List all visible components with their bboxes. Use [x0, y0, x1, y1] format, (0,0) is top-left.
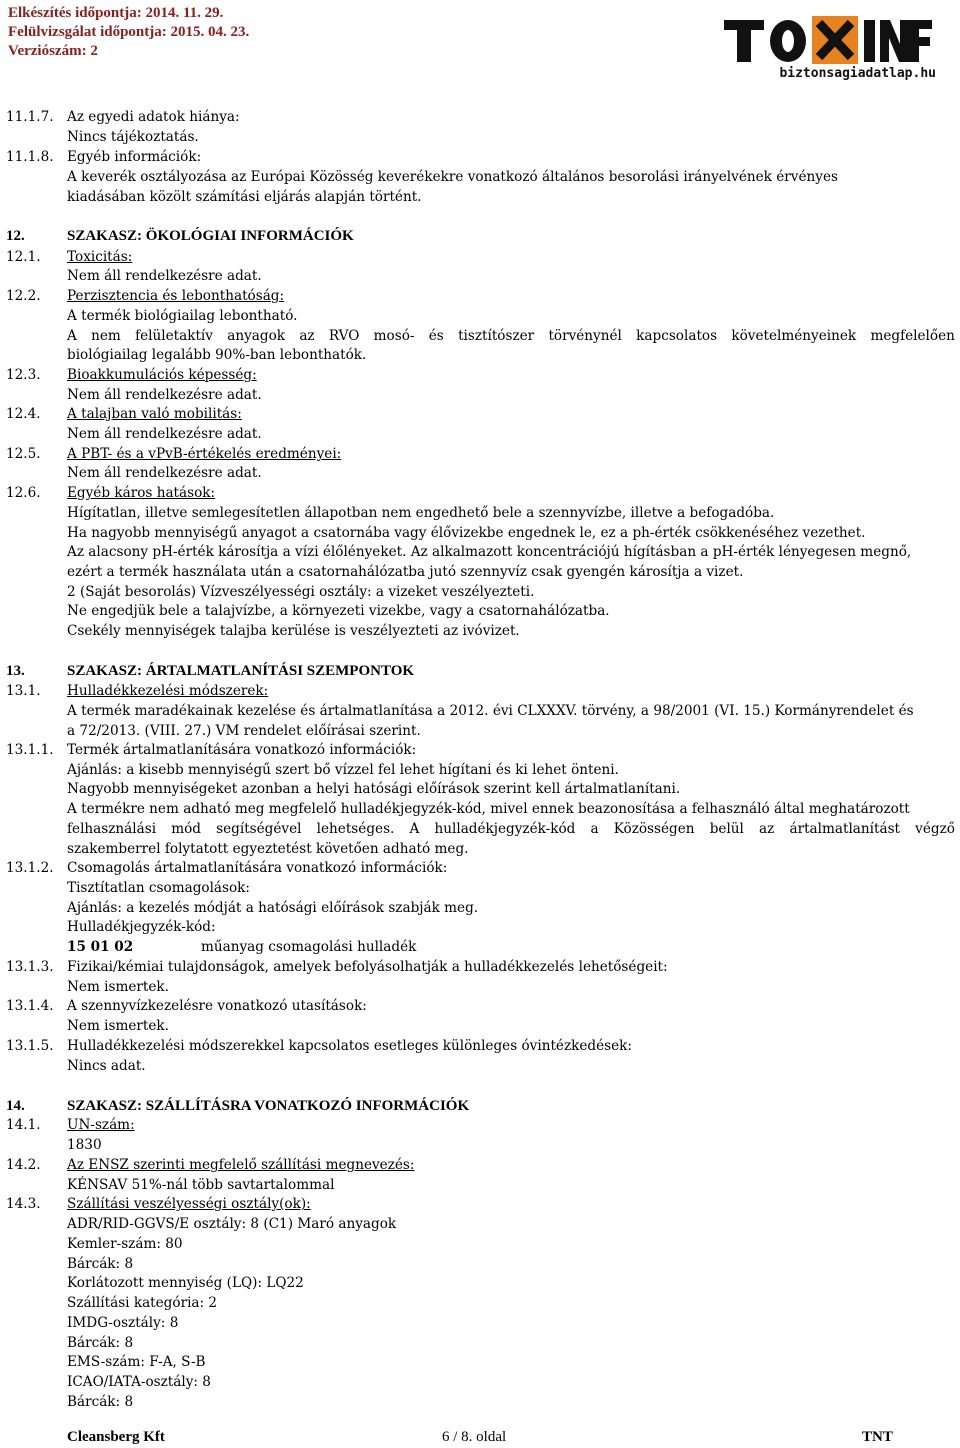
- footer-company: Cleansberg Kft: [67, 1429, 165, 1445]
- item-number: 14.1.: [6, 1117, 41, 1133]
- waste-code-description: műanyag csomagolási hulladék: [201, 939, 417, 955]
- item-title: Termék ártalmatlanítására vonatkozó információk:: [67, 742, 417, 758]
- item-value-row: [0, 167, 960, 187]
- item-value-row: [0, 601, 960, 621]
- item-13-1-5: [0, 1036, 960, 1056]
- item-value-row: [0, 424, 960, 444]
- item-value: a 72/2013. (VIII. 27.) VM rendelet előírásai szerint.: [67, 723, 421, 739]
- document-header: [8, 4, 249, 61]
- item-12-5: [0, 444, 960, 464]
- item-value: Nem ismertek.: [67, 1018, 169, 1034]
- item-number: 12.6.: [6, 485, 41, 501]
- item-value-row: [0, 1175, 960, 1195]
- word: RVO: [328, 328, 360, 344]
- item-value: Ajánlás: a kisebb mennyiségű szert bő vízzel fel lehet hígítani és ki lehet önteni.: [67, 762, 619, 778]
- item-title: Fizikai/kémiai tulajdonságok, amelyek befolyásolhatják a hulladékkezelés lehetőségeit:: [67, 959, 668, 975]
- item-title: A PBT- és a vPvB-értékelés eredményei:: [67, 446, 342, 462]
- word: ártalmatlanítást: [789, 821, 901, 837]
- item-number: 12.1.: [6, 249, 41, 265]
- word: A: [67, 328, 77, 344]
- item-title: Egyéb káros hatások:: [67, 485, 216, 501]
- version-number: Verziószám: 2: [8, 43, 98, 59]
- item-value: A keverék osztályozása az Európai Közösség keverékekre vonatkozó általános besorolási irányelvének érvényes: [67, 169, 838, 185]
- word: nem: [91, 328, 121, 344]
- item-value-row: [0, 562, 960, 582]
- item-value: Nem áll rendelkezésre adat.: [67, 465, 262, 481]
- item-number: 12.2.: [6, 288, 41, 304]
- item-value-row: [0, 701, 960, 721]
- item-12-3: [0, 365, 960, 385]
- word: lehetséges.: [316, 821, 395, 837]
- item-14-2: [0, 1155, 960, 1175]
- transport-line: [0, 1313, 960, 1333]
- item-value: Hulladékjegyzék-kód:: [67, 919, 216, 935]
- footer-product-code: TNT: [862, 1429, 893, 1445]
- transport-value: Kemler-szám: 80: [67, 1236, 183, 1252]
- item-value-row: [0, 1016, 960, 1036]
- creation-date: Elkészítés időpontja: 2014. 11. 29.: [8, 5, 224, 21]
- item-13-1-1: [0, 740, 960, 760]
- item-value-row: [0, 187, 960, 207]
- item-13-1-2: [0, 858, 960, 878]
- word: mód: [171, 821, 201, 837]
- item-number: 12.5.: [6, 446, 41, 462]
- item-title: Csomagolás ártalmatlanítására vonatkozó információk:: [67, 860, 448, 876]
- transport-value: Bárcák: 8: [67, 1394, 134, 1410]
- item-title: Bioakkumulációs képesség:: [67, 367, 257, 383]
- item-value-row: [0, 1135, 960, 1155]
- item-13-1-4: [0, 996, 960, 1016]
- word: Közösségen: [613, 821, 695, 837]
- item-value: Nincs tájékoztatás.: [67, 129, 199, 145]
- transport-value: Bárcák: 8: [67, 1335, 134, 1351]
- item-value: A termék biológiailag lebontható.: [67, 308, 298, 324]
- item-value: biológiailag legalább 90%-ban lebonthatók.: [67, 347, 367, 363]
- item-number: 11.1.8.: [6, 149, 54, 165]
- item-value: Az alacsony pH-érték károsítja a vízi élőlényeket. Az alkalmazott koncentrációjú hígításban a pH-érték lényegesen megnő,: [67, 544, 912, 560]
- item-value: 1830: [67, 1137, 102, 1153]
- item-value: szakemberrel folytatott egyeztetést követően adható meg.: [67, 841, 469, 857]
- item-value-row: [0, 839, 960, 859]
- item-number: 12.3.: [6, 367, 41, 383]
- word: segítségével: [216, 821, 302, 837]
- item-value-row: [0, 345, 960, 365]
- transport-value: ICAO/IATA-osztály: 8: [67, 1374, 211, 1390]
- item-value-row: [0, 917, 960, 937]
- word: tisztítószer: [458, 328, 535, 344]
- item-value: Nem áll rendelkezésre adat.: [67, 426, 262, 442]
- transport-line: [0, 1234, 960, 1254]
- item-11-1-8: [0, 147, 960, 167]
- item-value: A termék maradékainak kezelése és ártalmatlanítása a 2012. évi CLXXXV. törvény, a 98/2001 (VI. 15.) Kormányrendelet és: [67, 703, 914, 719]
- transport-value: IMDG-osztály: 8: [67, 1315, 179, 1331]
- item-value-row: [0, 127, 960, 147]
- item-value-row: [0, 621, 960, 641]
- item-value: Csekély mennyiségek talajba kerülése is veszélyezteti az ivóvizet.: [67, 623, 520, 639]
- item-value: Nem áll rendelkezésre adat.: [67, 268, 262, 284]
- word: törvénynél: [548, 328, 622, 344]
- item-value: kiadásában közölt számítási eljárás alapján történt.: [67, 189, 422, 205]
- section-number: 13.: [6, 663, 25, 679]
- word: hulladékjegyzék-kód: [434, 821, 576, 837]
- item-value-row: [0, 779, 960, 799]
- word: anyagok: [227, 328, 286, 344]
- item-number: 11.1.7.: [6, 109, 54, 125]
- item-number: 14.3.: [6, 1196, 41, 1212]
- item-value-row: [0, 523, 960, 543]
- item-value-row: [0, 306, 960, 326]
- item-value: 2 (Saját besorolás) Vízveszélyességi osztály: a vizeket veszélyezteti.: [67, 584, 535, 600]
- item-value: Hígítatlan, illetve semlegesítetlen állapotban nem engedhető bele a szennyvízbe, illetve a befogadóba.: [67, 505, 775, 521]
- section-title: SZAKASZ: ÖKOLÓGIAI INFORMÁCIÓK: [67, 228, 354, 244]
- item-value: Nagyobb mennyiségeket azonban a helyi hatósági előírások szerint kell ártalmatlanítani.: [67, 781, 681, 797]
- item-title: Toxicitás:: [67, 249, 133, 265]
- justified-line: [67, 326, 955, 346]
- word: az: [299, 328, 315, 344]
- item-14-3: [0, 1194, 960, 1214]
- item-value-row: [0, 503, 960, 523]
- item-11-1-7: [0, 107, 960, 127]
- item-number: 13.1.4.: [6, 998, 54, 1014]
- section-number: 12.: [6, 228, 25, 244]
- section-13-heading: [0, 661, 960, 681]
- item-14-1: [0, 1115, 960, 1135]
- item-value-row: [0, 463, 960, 483]
- word: a: [590, 821, 599, 837]
- transport-line: [0, 1392, 960, 1412]
- item-value: Nincs adat.: [67, 1058, 146, 1074]
- item-value-row: [0, 1056, 960, 1076]
- item-number: 13.1.1.: [6, 742, 54, 758]
- item-value-row: [0, 721, 960, 741]
- word: megfelelően: [870, 328, 955, 344]
- transport-line: [0, 1333, 960, 1353]
- item-title: Hulladékkezelési módszerek:: [67, 683, 269, 699]
- transport-line: [0, 1273, 960, 1293]
- item-number: 13.1.2.: [6, 860, 54, 876]
- item-13-1-3: [0, 957, 960, 977]
- item-value: A termékre nem adható meg megfelelő hulladékjegyzék-kód, mivel ennek beazonosítása a felhasználó által meghatározott: [67, 801, 910, 817]
- word: és: [428, 328, 444, 344]
- item-value: Nem áll rendelkezésre adat.: [67, 387, 262, 403]
- item-title: UN-szám:: [67, 1117, 135, 1133]
- item-12-6: [0, 483, 960, 503]
- item-12-4: [0, 404, 960, 424]
- transport-line: [0, 1352, 960, 1372]
- waste-code-row: [0, 937, 960, 957]
- item-13-1: [0, 681, 960, 701]
- transport-line: [0, 1372, 960, 1392]
- item-value: Ne engedjük bele a talajvízbe, a környezeti vizekbe, vagy a csatornahálózatba.: [67, 603, 610, 619]
- item-title: Hulladékkezelési módszerekkel kapcsolatos esetleges különleges óvintézkedések:: [67, 1038, 633, 1054]
- item-value-row: [0, 542, 960, 562]
- item-value: ezért a termék használata után a csatornahálózatba jutó szennyvíz csak gyengén károsítja a vizet.: [67, 564, 744, 580]
- item-number: 12.4.: [6, 406, 41, 422]
- footer-page-number: 6 / 8. oldal: [442, 1429, 507, 1445]
- section-title: SZAKASZ: SZÁLLÍTÁSRA VONATKOZÓ INFORMÁCIÓK: [67, 1098, 470, 1114]
- review-date: Felülvizsgálat időpontja: 2015. 04. 23.: [8, 24, 250, 40]
- section-title: SZAKASZ: ÁRTALMATLANÍTÁSI SZEMPONTOK: [67, 663, 415, 679]
- word: mosó-: [373, 328, 415, 344]
- item-title: Az ENSZ szerinti megfelelő szállítási megnevezés:: [67, 1157, 415, 1173]
- item-number: 13.1.5.: [6, 1038, 54, 1054]
- transport-value: Bárcák: 8: [67, 1256, 134, 1272]
- word: végző: [915, 821, 955, 837]
- transport-value: Korlátozott mennyiség (LQ): LQ22: [67, 1275, 304, 1291]
- logo-website: biztonsagiadatlap.hu: [779, 66, 936, 81]
- waste-code-line: [67, 937, 416, 957]
- item-value: Tisztítatlan csomagolások:: [67, 880, 251, 896]
- item-value-row: [0, 977, 960, 997]
- item-value: Ajánlás: a kezelés módját a hatósági előírások szabják meg.: [67, 900, 479, 916]
- word: felhasználási: [67, 821, 157, 837]
- item-title: Perzisztencia és lebonthatóság:: [67, 288, 285, 304]
- word: A: [409, 821, 420, 837]
- item-12-2: [0, 286, 960, 306]
- item-number: 13.1.: [6, 683, 41, 699]
- item-title: Szállítási veszélyességi osztály(ok):: [67, 1196, 311, 1212]
- item-value: Ha nagyobb mennyiségű anyagot a csatornába vagy élővizekbe engednek le, ez a ph-érték csökkenéséhez vezethet.: [67, 525, 866, 541]
- item-value-row: [0, 898, 960, 918]
- item-title: A szennyvízkezelésre vonatkozó utasítások:: [67, 998, 367, 1014]
- item-value: Nem ismertek.: [67, 979, 169, 995]
- toxinfo-logo: [722, 14, 938, 66]
- item-value-row: [0, 878, 960, 898]
- page-footer: [0, 1426, 960, 1448]
- transport-line: [0, 1214, 960, 1234]
- item-value-row: [0, 582, 960, 602]
- item-number: 14.2.: [6, 1157, 41, 1173]
- item-value-row: [0, 385, 960, 405]
- item-value-row: [0, 266, 960, 286]
- item-title: Az egyedi adatok hiánya:: [67, 109, 240, 125]
- word: követelményeinek: [731, 328, 857, 344]
- word: az: [759, 821, 775, 837]
- item-value-row: [0, 760, 960, 780]
- item-number: 13.1.3.: [6, 959, 54, 975]
- item-value: KÉNSAV 51%-nál több savtartalommal: [67, 1177, 335, 1193]
- word: belül: [709, 821, 744, 837]
- item-title: A talajban való mobilitás:: [67, 406, 242, 422]
- item-title: Egyéb információk:: [67, 149, 202, 165]
- section-14-heading: [0, 1096, 960, 1116]
- justified-line: [67, 819, 955, 839]
- item-value-row: [0, 799, 960, 819]
- transport-value: ADR/RID-GGVS/E osztály: 8 (C1) Maró anyagok: [67, 1216, 397, 1232]
- transport-line: [0, 1254, 960, 1274]
- transport-value: EMS-szám: F-A, S-B: [67, 1354, 206, 1370]
- section-12-heading: [0, 226, 960, 246]
- transport-value: Szállítási kategória: 2: [67, 1295, 218, 1311]
- item-12-1: [0, 247, 960, 267]
- word: felületaktív: [135, 328, 213, 344]
- transport-line: [0, 1293, 960, 1313]
- waste-code: 15 01 02: [67, 939, 134, 955]
- word: kapcsolatos: [636, 328, 718, 344]
- section-number: 14.: [6, 1098, 25, 1114]
